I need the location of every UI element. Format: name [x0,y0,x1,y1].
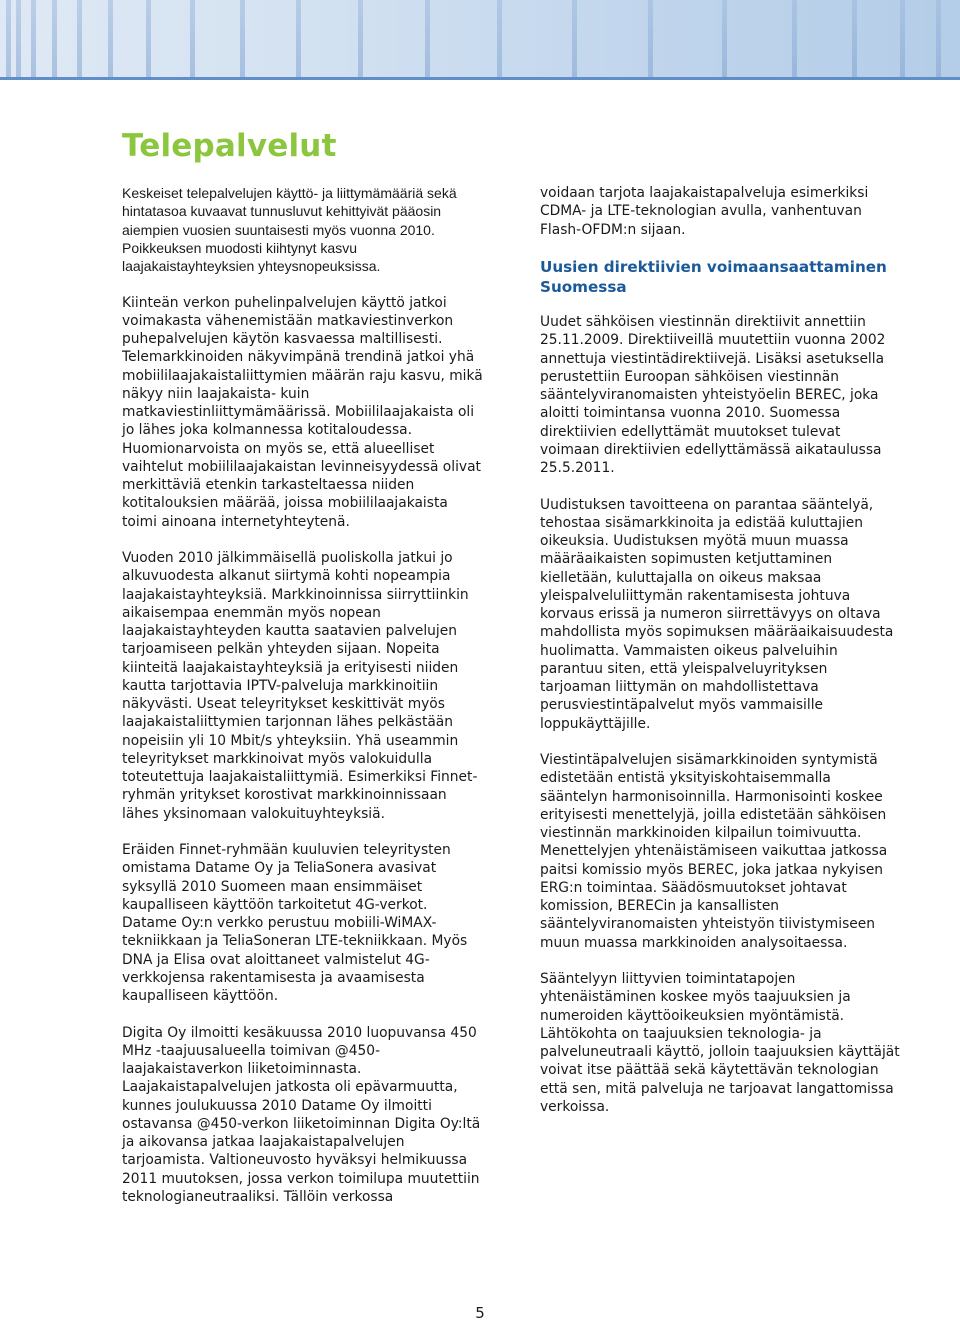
paragraph: voidaan tarjota laajakaistapalveluja esimerkiksi CDMA- ja LTE-teknologian avulla, vanhentuvan Flash-OFDM:n sijaan. [540,185,869,238]
paragraph: Viestintäpalvelujen sisämarkkinoiden syntymistä edistetään entistä yksityiskohtaisemmalla sääntelyn harmonisoinnilla. Harmonisointi koskee erityisesti menettelyjä, joilla edistetään sähköisen viestinnän markkinoiden kilpailun toimivuutta. Menettelyjen yhtenäistämiseen vaikuttaa jatkossa paitsi komissio myös BEREC, joka jatkaa nykyisen ERG:n toimintaa. Säädösmuutokset johtavat komission, BERECin ja kansallisten sääntelyviranomaisten yhteistyön tiivistymiseen muun muassa markkinoiden analysoitaessa. [540,752,888,951]
header-rule [0,77,960,80]
paragraph: Kiinteän verkon puhelinpalvelujen käyttö jatkoi voimakasta vähenemistään matkaviestinverkon puhepalvelujen käytön kasvaessa maltillisesti. Telemarkkinoiden näkyvimpänä trendinä jatkoi yhä mobiililaajakaistaliittymien määrän raju kasvu, mikä näkyy niin laajakaista- kuin matkaviestinliittymämäärissä. Mobiililaajakaista oli jo lähes joka kolmannessa kotitaloudessa. Huomionarvoista on myös se, että alueelliset vaihtelut mobiililaajakaistan levinneisyydessä olivat merkittäviä etenkin tarkasteltaessa niiden kotitalouksien määrää, joissa mobiililaajakaista toimi ainoana internetyhteytenä. [122,294,483,530]
right-column [540,184,902,1116]
section-heading: Uusien direktiivien voimaansaattaminen Suomessa [540,258,887,296]
header-stripe [77,0,82,80]
header-band [0,0,960,80]
header-stripe [497,0,502,80]
paragraph: Uudet sähköisen viestinnän direktiivit annettiin 25.11.2009. Direktiiveillä muutettiin vuonna 2002 annettuja viestintädirektiivejä. Lisäksi asetuksella perustettiin Euroopan sähköisen viestinnän sääntelyviranomaisten yhteistyöelin BEREC, joka aloitti toimintansa vuonna 2010. Suomessa direktiivien edellyttämät muutokset tulevat voimaan direktiivien edellyttämässä aikataulussa 25.5.2011. [540,314,886,476]
header-stripe [722,0,727,80]
paragraph: Uudistuksen tavoitteena on parantaa sääntelyä, tehostaa sisämarkkinoita ja edistää kuluttajien oikeuksia. Uudistuksen myötä muun muassa määräaikaisten sopimusten ketjuttaminen kielletään, kuluttajalla on oikeus maksaa yleispalveluliittymän rakentamisesta johtuva korvaus erissä ja numeron siirrettävyys on oltava mahdollista myös sopimuksen määräaikaisuudesta huolimatta. Vammaisten oikeus palveluihin parantuu siten, että yleispalveluyrityksen tarjoaman liittymän on mahdollistettava perusviestintäpalvelut myös vammaisille loppukäyttäjille. [540,496,894,732]
header-stripe [31,0,36,80]
page-title: Telepalvelut [122,128,337,164]
header-stripe [358,0,363,80]
paragraph: Sääntelyyn liittyvien toimintatapojen yhtenäistäminen koskee myös taajuuksien ja numeroiden käyttöoikeuksien myöntämistä. Lähtökohta on taajuuksien teknologia- ja palveluneutraali käyttö, jolloin taajuuksien käyttäjät voivat itse päättää sekä käytettävän teknologian että sen, mitä palveluja ne tarjoavat langattomissa verkoissa. [540,971,900,1115]
paragraph: Vuoden 2010 jälkimmäisellä puoliskolla jatkui jo alkuvuodesta alkanut siirtymä kohti nopeampia laajakaistayhteyksiä. Markkinoinnissa siirryttiinkin aikaisempaa enemmän myös nopean laajakaistayhteyden kautta saatavien palvelujen tarjoamiseen pelkän yhteyden sijaan. Nopeita kiinteitä laajakaistayhteyksiä ja erityisesti niiden kautta tarjottavia IPTV-palveluja markkinoitiin näkyvästi. Useat teleyritykset keskittivät myös laajakaistaliittymien tarjonnan lähes pelkästään nopeisiin yli 10 Mbit/s yhteyksiin. Yhä useammin teleyritykset markkinoivat myös valokuidulla toteutettuja laajakaistaliittymiä. Esimerkiksi Finnet-ryhmän yritykset korostivat markkinoinnissaan lähes yksinomaan valokuituyhteyksiä. [122,550,478,822]
header-stripe [792,0,797,80]
header-stripe [108,0,113,80]
header-stripe [52,0,57,80]
header-stripe [936,0,941,80]
left-column [122,184,484,1206]
header-stripe [240,0,245,80]
header-stripe [572,0,577,80]
header-stripe [296,0,301,80]
header-stripe [425,0,430,80]
header-stripe [6,0,11,80]
page-number: 5 [475,1304,485,1322]
paragraph: Digita Oy ilmoitti kesäkuussa 2010 luopuvansa 450 MHz -taajuusalueella toimivan @450-laajakaistaverkon liiketoiminnasta. Laajakaistapalvelujen jatkosta oli epävarmuutta, kunnes joulukuussa 2010 Datame Oy ilmoitti ostavansa @450-verkon liiketoiminnan Digita Oy:ltä ja aikovansa jatkaa laajakaistapalvelujen tarjoamista. Valtioneuvosto hyväksyi helmikuussa 2011 muutoksen, jossa verkon toimilupa muutettiin teknologianeutraaliksi. Tällöin verkossa [122,1024,481,1205]
header-stripe [190,0,195,80]
header-stripe [900,0,905,80]
paragraph: Eräiden Finnet-ryhmään kuuluvien teleyritysten omistama Datame Oy ja TeliaSonera avasivat syksyllä 2010 Suomeen maan ensimmäiset kaupalliseen käyttöön tarkoitetut 4G-verkot. Datame Oy:n verkko perustuu mobiili-WiMAX-tekniikkaan ja TeliaSoneran LTE-tekniikkaan. Myös DNA ja Elisa ovat aloittaneet valmistelut 4G-verkkojensa rakentamisesta ja avaamisesta kaupalliseen käyttöön. [122,842,468,1004]
header-stripe [146,0,151,80]
header-stripe [648,0,653,80]
header-stripe [852,0,857,80]
paragraph: Keskeiset telepalvelujen käyttö- ja liittymämääriä sekä hintatasoa kuvaavat tunnusluvut kehittyivät pääosin aiempien vuosien suuntaisesti myös vuonna 2010. Poikkeuksen muodosti kiihtynyt kasvu laajakaistayhteyksien yhteysnopeuksissa. [122,185,457,274]
header-stripe [16,0,21,80]
